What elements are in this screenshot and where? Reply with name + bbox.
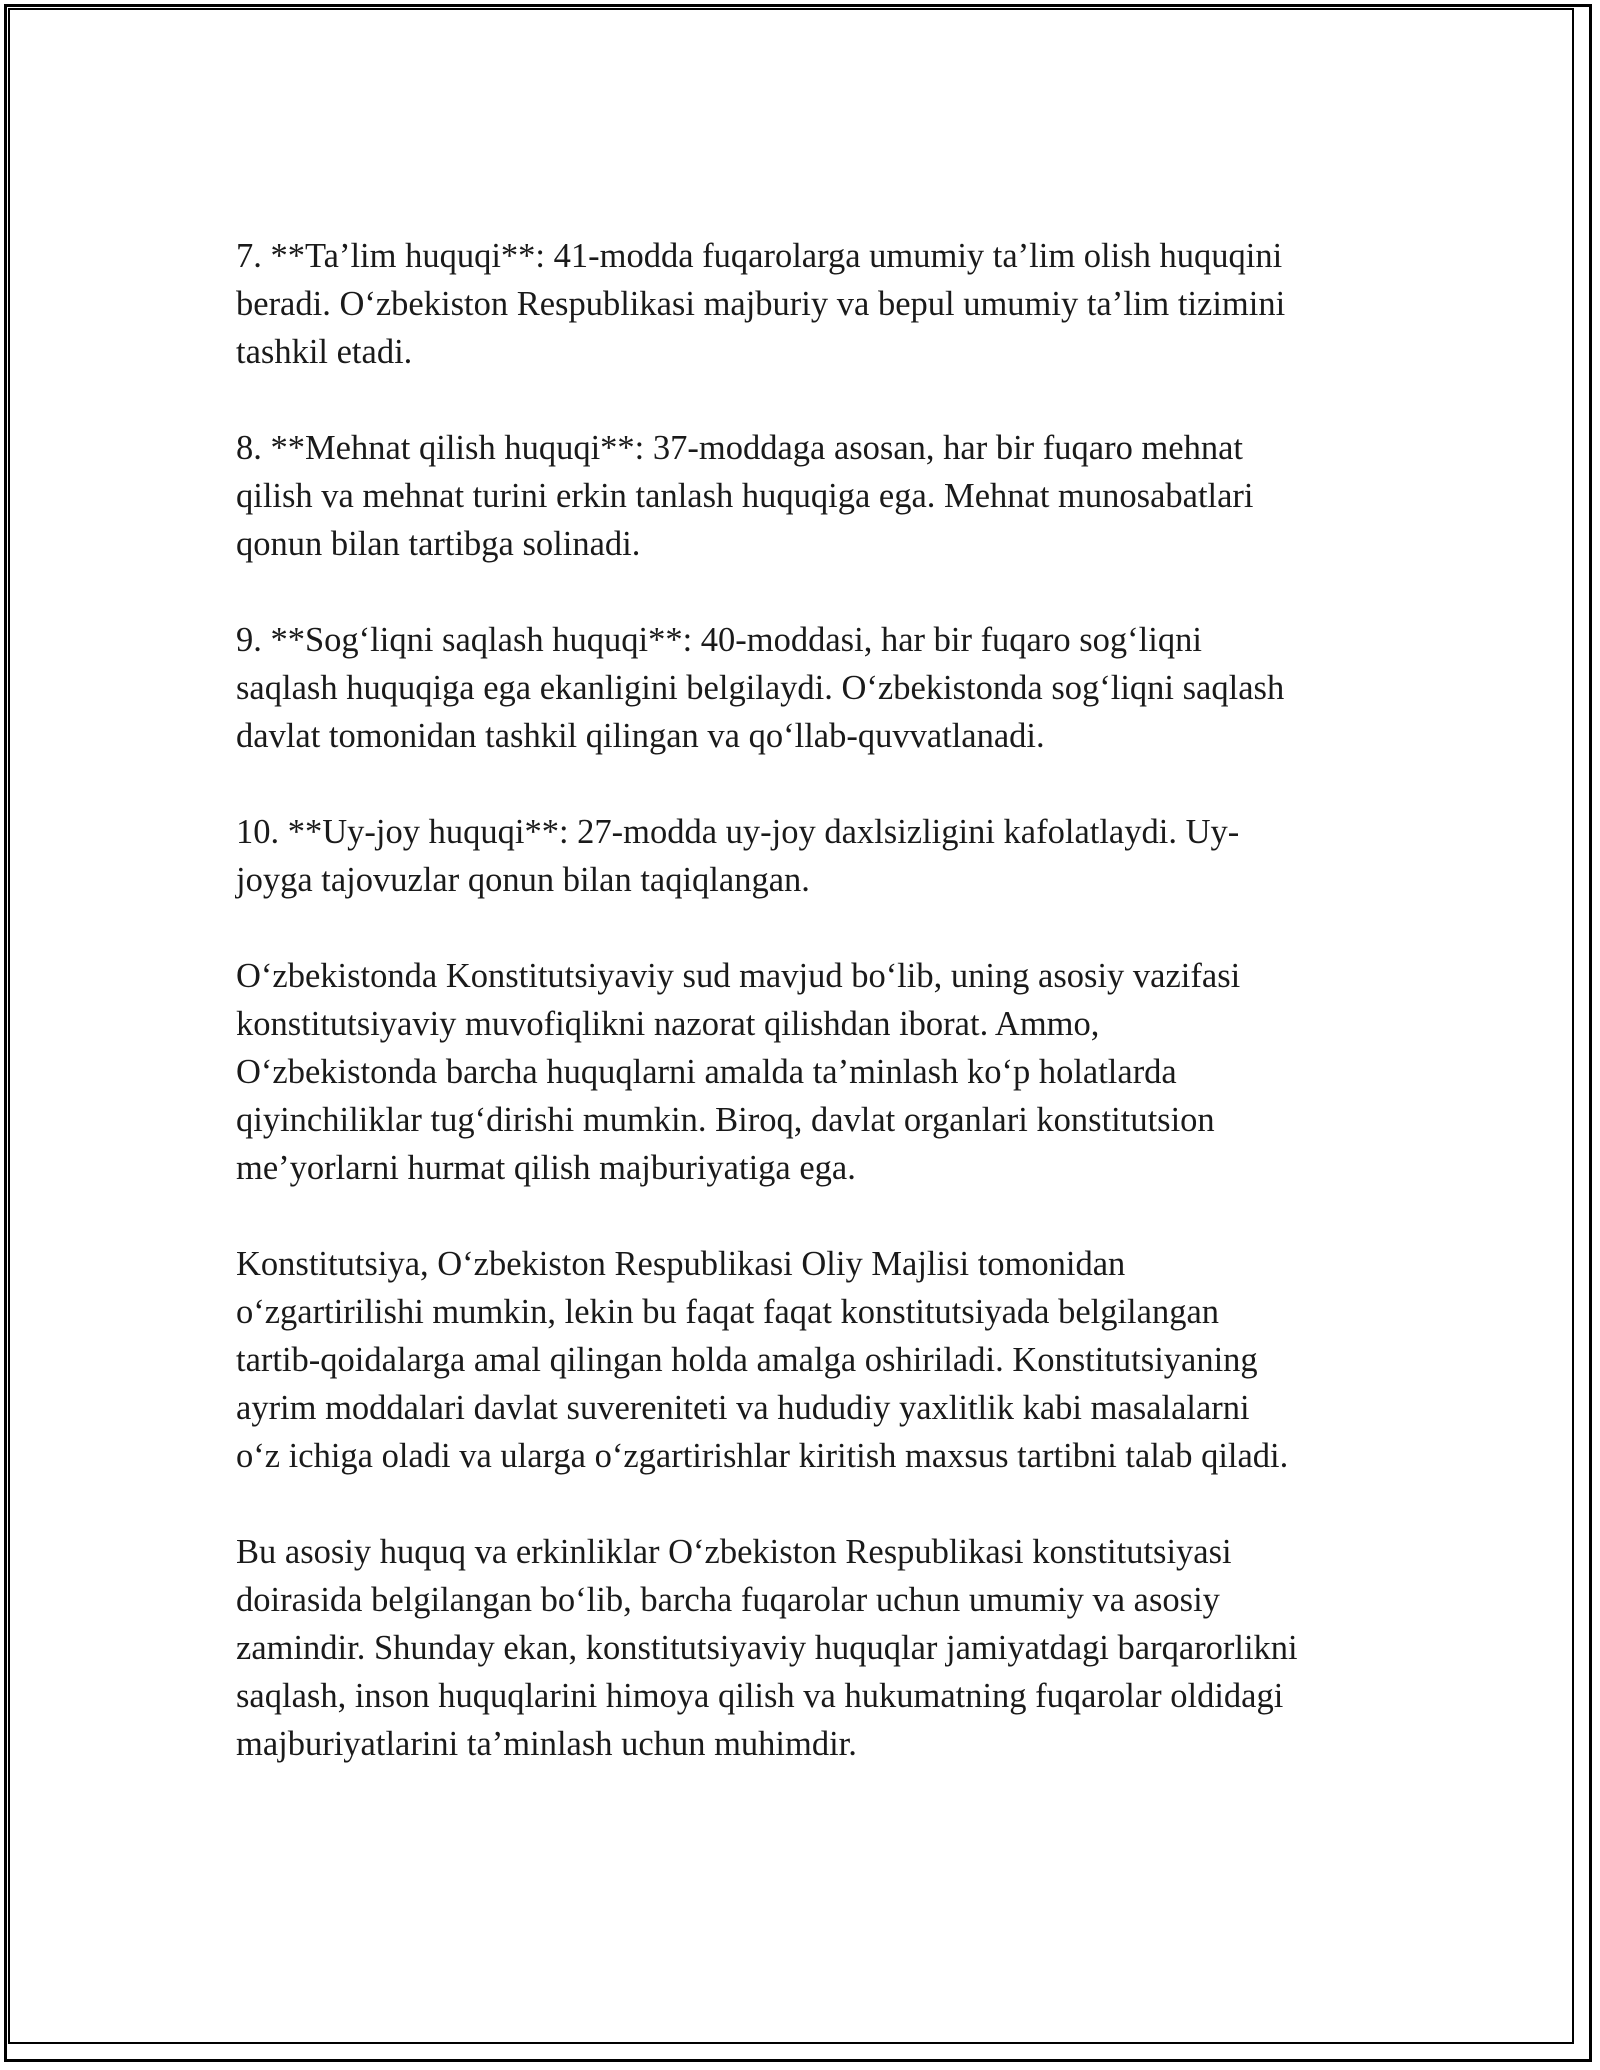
- text-line: 9. **Sog‘liqni saqlash huquqi**: 40-moddasi, har bir fuqaro sog‘liqni: [236, 621, 1202, 659]
- text-line: beradi. O‘zbekiston Respublikasi majburiy va bepul umumiy ta’lim tizimini: [236, 285, 1286, 323]
- text-line: qilish va mehnat turini erkin tanlash huquqiga ega. Mehnat munosabatlari: [236, 477, 1254, 515]
- text-line: tashkil etadi.: [236, 333, 413, 371]
- text-line: davlat tomonidan tashkil qilingan va qo‘llab-quvvatlanadi.: [236, 717, 1045, 755]
- document-body: [236, 232, 1376, 1816]
- text-line: o‘z ichiga oladi va ularga o‘zgartirishlar kiritish maxsus tartibni talab qiladi.: [236, 1437, 1289, 1475]
- text-line: qiyinchiliklar tug‘dirishi mumkin. Biroq, davlat organlari konstitutsion: [236, 1101, 1215, 1139]
- text-line: zamindir. Shunday ekan, konstitutsiyaviy huquqlar jamiyatdagi barqarorlikni: [236, 1629, 1298, 1667]
- text-line: o‘zgartirilishi mumkin, lekin bu faqat faqat konstitutsiyada belgilangan: [236, 1293, 1220, 1331]
- paragraph-talim-huquqi: [236, 232, 1376, 376]
- paragraph-uy-joy-huquqi: [236, 808, 1376, 904]
- text-line: Bu asosiy huquq va erkinliklar O‘zbekiston Respublikasi konstitutsiyasi: [236, 1533, 1232, 1571]
- paragraph-konstitutsiyaviy-sud: [236, 952, 1376, 1192]
- paragraph-konstitutsiya-ozgartirish: [236, 1240, 1376, 1480]
- text-line: doirasida belgilangan bo‘lib, barcha fuqarolar uchun umumiy va asosiy: [236, 1581, 1220, 1619]
- text-line: tartib-qoidalarga amal qilingan holda amalga oshiriladi. Konstitutsiyaning: [236, 1341, 1258, 1379]
- paragraph-xulosa: [236, 1528, 1376, 1768]
- text-line: saqlash huquqiga ega ekanligini belgilaydi. O‘zbekistonda sog‘liqni saqlash: [236, 669, 1285, 707]
- text-line: 10. **Uy-joy huquqi**: 27-modda uy-joy daxlsizligini kafolatlaydi. Uy-: [236, 813, 1240, 851]
- text-line: saqlash, inson huquqlarini himoya qilish va hukumatning fuqarolar oldidagi: [236, 1677, 1284, 1715]
- text-line: konstitutsiyaviy muvofiqlikni nazorat qilishdan iborat. Ammo,: [236, 1005, 1100, 1043]
- text-line: 7. **Ta’lim huquqi**: 41-modda fuqarolarga umumiy ta’lim olish huquqini: [236, 237, 1283, 275]
- paragraph-mehnat-huquqi: [236, 424, 1376, 568]
- text-line: majburiyatlarini ta’minlash uchun muhimdir.: [236, 1725, 857, 1763]
- paragraph-sogliqni-saqlash-huquqi: [236, 616, 1376, 760]
- text-line: qonun bilan tartibga solinadi.: [236, 525, 641, 563]
- text-line: Konstitutsiya, O‘zbekiston Respublikasi Oliy Majlisi tomonidan: [236, 1245, 1126, 1283]
- text-line: O‘zbekistonda barcha huquqlarni amalda ta’minlash ko‘p holatlarda: [236, 1053, 1177, 1091]
- text-line: joyga tajovuzlar qonun bilan taqiqlangan.: [236, 861, 810, 899]
- text-line: O‘zbekistonda Konstitutsiyaviy sud mavjud bo‘lib, uning asosiy vazifasi: [236, 957, 1241, 995]
- text-line: me’yorlarni hurmat qilish majburiyatiga ega.: [236, 1149, 856, 1187]
- text-line: 8. **Mehnat qilish huquqi**: 37-moddaga asosan, har bir fuqaro mehnat: [236, 429, 1244, 467]
- text-line: ayrim moddalari davlat suvereniteti va hududiy yaxlitlik kabi masalalarni: [236, 1389, 1250, 1427]
